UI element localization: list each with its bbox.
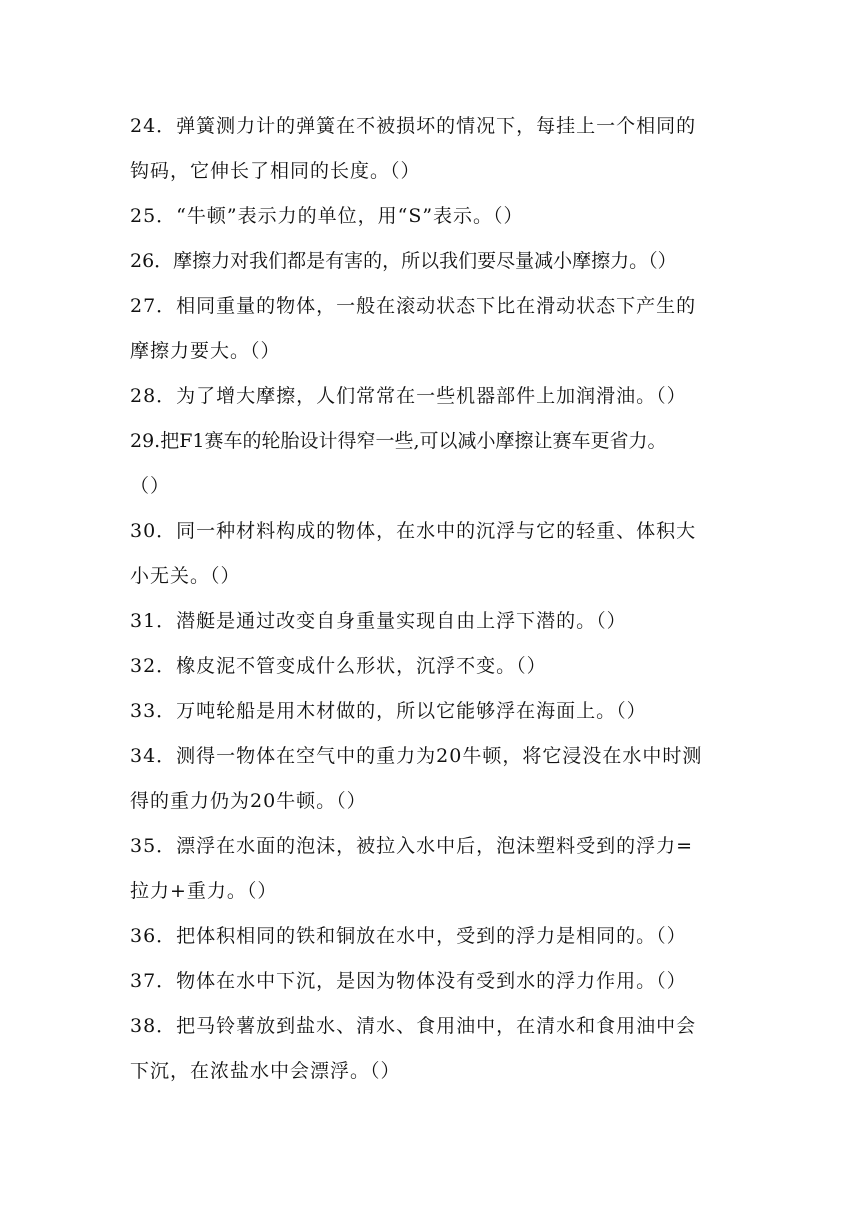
question-37	[130, 959, 730, 1004]
question-34-line-1: 34．测得一物体在空气中的重力为20牛顿，将它浸没在水中时测	[130, 745, 703, 767]
question-27	[130, 284, 730, 374]
question-38-line-2: 下沉，在浓盐水中会漂浮。（）	[130, 1060, 401, 1082]
question-26	[130, 239, 730, 284]
question-36	[130, 914, 730, 959]
question-31-line-1: 31．潜艇是通过改变自身重量实现自由上浮下潜的。（）	[130, 610, 627, 632]
question-24	[130, 104, 730, 194]
question-24-line-2: 钩码，它伸长了相同的长度。（）	[130, 160, 421, 182]
question-list	[130, 104, 730, 1094]
question-35	[130, 824, 730, 914]
question-38	[130, 1004, 730, 1094]
question-33-line-1: 33．万吨轮船是用木材做的，所以它能够浮在海面上。（）	[130, 700, 647, 722]
question-36-line-1: 36．把体积相同的铁和铜放在水中，受到的浮力是相同的。（）	[130, 925, 687, 947]
question-25-line-1: 25．“牛顿”表示力的单位，用“S”表示。（）	[130, 205, 524, 227]
question-28-line-1: 28．为了增大摩擦，人们常常在一些机器部件上加润滑油。（）	[130, 385, 687, 407]
question-29-line-2: （）	[130, 475, 171, 497]
question-24-line-1: 24．弹簧测力计的弹簧在不被损坏的情况下，每挂上一个相同的	[130, 115, 697, 137]
question-32	[130, 644, 730, 689]
question-32-line-1: 32．橡皮泥不管变成什么形状，沉浮不变。（）	[130, 655, 547, 677]
question-27-line-2: 摩擦力要大。（）	[130, 340, 281, 362]
question-27-line-1: 27．相同重量的物体，一般在滚动状态下比在滑动状态下产生的	[130, 295, 697, 317]
question-29-line-1: 29.把F1赛车的轮胎设计得窄一些,可以减小摩擦让赛车更省力。	[130, 430, 667, 452]
question-25	[130, 194, 730, 239]
question-34-line-2: 得的重力仍为20牛顿。（）	[130, 790, 367, 812]
question-30-line-1: 30．同一种材料构成的物体，在水中的沉浮与它的轻重、体积大	[130, 520, 697, 542]
question-29	[130, 419, 730, 509]
question-35-line-2: 拉力+重力。（）	[130, 880, 278, 902]
question-31	[130, 599, 730, 644]
question-28	[130, 374, 730, 419]
question-38-line-1: 38．把马铃薯放到盐水、清水、食用油中，在清水和食用油中会	[130, 1015, 697, 1037]
question-26-line-1: 26．摩擦力对我们都是有害的，所以我们要尽量减小摩擦力。（）	[130, 250, 677, 272]
question-30-line-2: 小无关。（）	[130, 565, 241, 587]
question-30	[130, 509, 730, 599]
question-33	[130, 689, 730, 734]
question-34	[130, 734, 730, 824]
question-35-line-1: 35．漂浮在水面的泡沫，被拉入水中后，泡沫塑料受到的浮力=	[130, 835, 694, 857]
question-37-line-1: 37．物体在水中下沉，是因为物体没有受到水的浮力作用。（）	[130, 970, 687, 992]
